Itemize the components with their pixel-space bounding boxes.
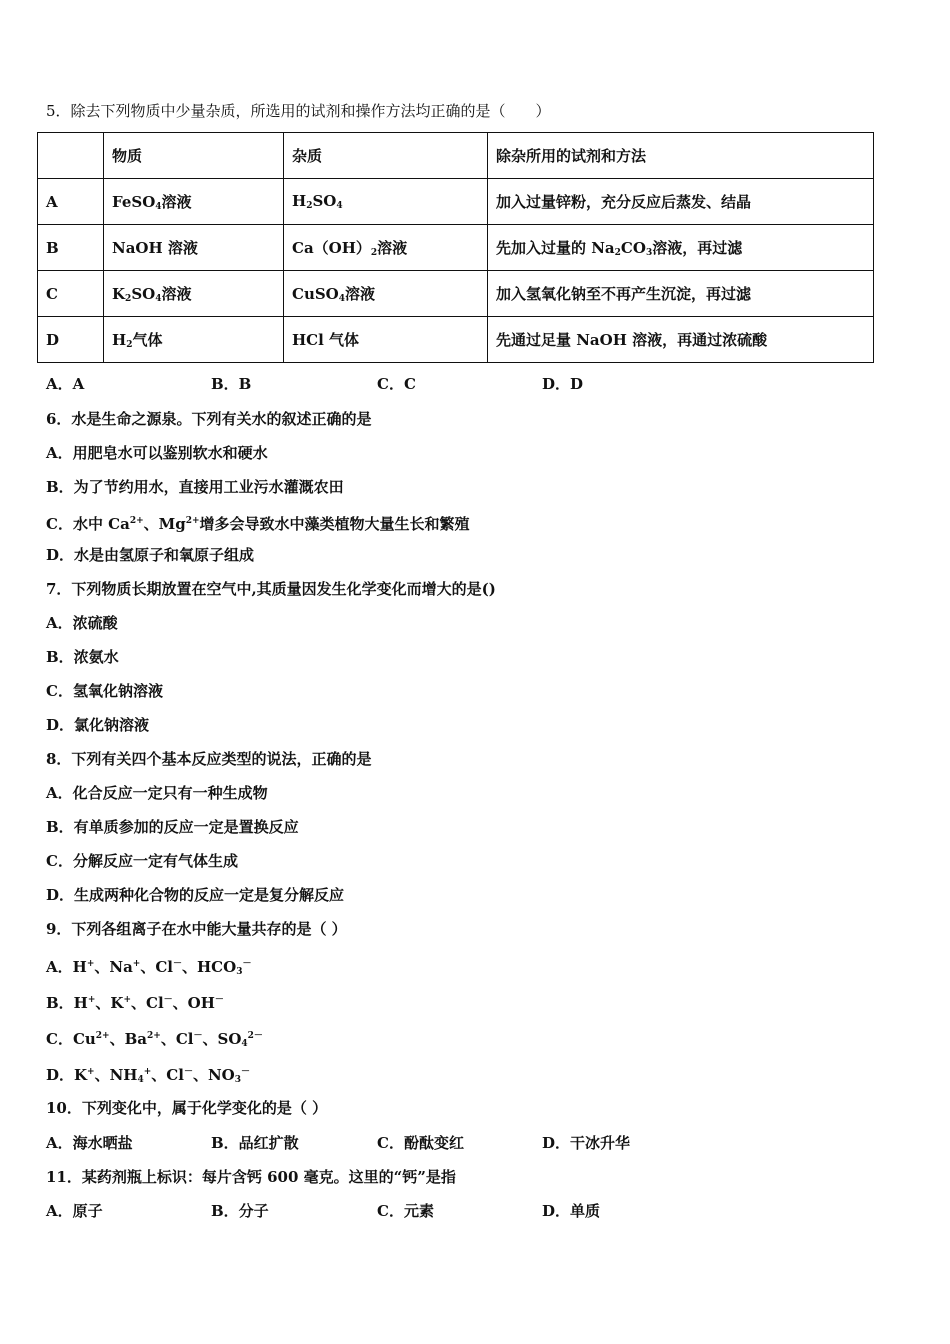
q8-option-c[interactable]: C．分解反应一定有气体生成 bbox=[46, 852, 238, 870]
q9-option-a[interactable]: A．H+、Na+、Cl－、$HCO_3^-$ bbox=[46, 958, 252, 977]
substance-cell: $K_2SO_4$溶液 bbox=[104, 271, 284, 317]
q10-option-c[interactable]: C．酚酞变红 bbox=[377, 1134, 464, 1152]
q5-option-b[interactable]: B．B bbox=[211, 375, 252, 393]
q8-stem: 8．下列有关四个基本反应类型的说法，正确的是 bbox=[46, 750, 372, 768]
q11-option-d[interactable]: D．单质 bbox=[542, 1202, 601, 1220]
q9-option-d[interactable]: D．K+、$NH_4^+$、Cl－、$NO_3^-$ bbox=[46, 1066, 251, 1085]
q11-option-c[interactable]: C．元素 bbox=[377, 1202, 434, 1220]
q6-option-a[interactable]: A．用肥皂水可以鉴别软水和硬水 bbox=[46, 444, 268, 462]
header-cell: 杂质 bbox=[284, 133, 488, 179]
table-row bbox=[38, 317, 874, 363]
method-cell: 先通过足量 NaOH 溶液，再通过浓硫酸 bbox=[488, 317, 874, 363]
q7-option-b[interactable]: B．浓氨水 bbox=[46, 648, 119, 666]
q9-option-b[interactable]: B．H+、K+、Cl－、OH－ bbox=[46, 994, 224, 1012]
q6-option-c[interactable]: C．水中 $Ca^{2+}$、$Mg^{2+}$增多会导致水中藻类植物大量生长和繁殖 bbox=[46, 515, 470, 533]
method-cell: 加入氢氧化钠至不再产生沉淀，再过滤 bbox=[488, 271, 874, 317]
q9-option-c[interactable]: C．$Cu^{2+}$、$Ba^{2+}$、Cl－、$SO_4^{2-}$ bbox=[46, 1030, 263, 1049]
table-row bbox=[38, 271, 874, 317]
q5-option-d[interactable]: D．D bbox=[542, 375, 584, 393]
q6-option-d[interactable]: D．水是由氢原子和氧原子组成 bbox=[46, 546, 255, 564]
q10-option-b[interactable]: B．品红扩散 bbox=[211, 1134, 299, 1152]
q5-option-a[interactable]: A．A bbox=[46, 375, 85, 393]
q10-option-a[interactable]: A．海水晒盐 bbox=[46, 1134, 133, 1152]
q9-stem: 9．下列各组离子在水中能大量共存的是（ ） bbox=[46, 920, 347, 938]
impurity-cell: CuSO$_4$溶液 bbox=[284, 271, 488, 317]
q11-option-a[interactable]: A．原子 bbox=[46, 1202, 103, 1220]
row-label: A bbox=[38, 179, 104, 225]
q5-table bbox=[37, 132, 874, 363]
substance-cell: FeSO$_4$溶液 bbox=[104, 179, 284, 225]
substance-cell: NaOH 溶液 bbox=[104, 225, 284, 271]
q5-stem: 5．除去下列物质中少量杂质，所选用的试剂和操作方法均正确的是（ ） bbox=[46, 102, 551, 120]
q8-option-d[interactable]: D．生成两种化合物的反应一定是复分解反应 bbox=[46, 886, 345, 904]
q7-option-c[interactable]: C．氢氧化钠溶液 bbox=[46, 682, 163, 700]
impurity-cell: HCl 气体 bbox=[284, 317, 488, 363]
q10-stem: 10．下列变化中，属于化学变化的是（ ） bbox=[46, 1099, 328, 1117]
q8-option-b[interactable]: B．有单质参加的反应一定是置换反应 bbox=[46, 818, 299, 836]
impurity-cell: $Ca(OH)_2$溶液 bbox=[284, 225, 488, 271]
table-header-row bbox=[38, 133, 874, 179]
q10-option-d[interactable]: D．干冰升华 bbox=[542, 1134, 631, 1152]
row-label: D bbox=[38, 317, 104, 363]
impurity-cell: $H_2SO_4$ bbox=[284, 179, 488, 225]
q11-stem: 11．某药剂瓶上标识：每片含钙 600 毫克。这里的“钙”是指 bbox=[46, 1168, 456, 1186]
q7-stem: 7．下列物质长期放置在空气中,其质量因发生化学变化而增大的是() bbox=[46, 580, 496, 598]
q6-stem: 6．水是生命之源泉。下列有关水的叙述正确的是 bbox=[46, 410, 372, 428]
header-cell bbox=[38, 133, 104, 179]
method-cell: 先加入过量的 $Na_2CO_3$溶液，再过滤 bbox=[488, 225, 874, 271]
header-cell: 除杂所用的试剂和方法 bbox=[488, 133, 874, 179]
q11-option-b[interactable]: B．分子 bbox=[211, 1202, 269, 1220]
substance-cell: $H_2$气体 bbox=[104, 317, 284, 363]
header-cell: 物质 bbox=[104, 133, 284, 179]
table-row bbox=[38, 225, 874, 271]
method-cell: 加入过量锌粉，充分反应后蒸发、结晶 bbox=[488, 179, 874, 225]
q7-option-d[interactable]: D．氯化钠溶液 bbox=[46, 716, 150, 734]
table-row bbox=[38, 179, 874, 225]
row-label: C bbox=[38, 271, 104, 317]
q6-option-b[interactable]: B．为了节约用水，直接用工业污水灌溉农田 bbox=[46, 478, 344, 496]
q5-option-c[interactable]: C．C bbox=[377, 375, 416, 393]
q8-option-a[interactable]: A．化合反应一定只有一种生成物 bbox=[46, 784, 268, 802]
q7-option-a[interactable]: A．浓硫酸 bbox=[46, 614, 118, 632]
row-label: B bbox=[38, 225, 104, 271]
